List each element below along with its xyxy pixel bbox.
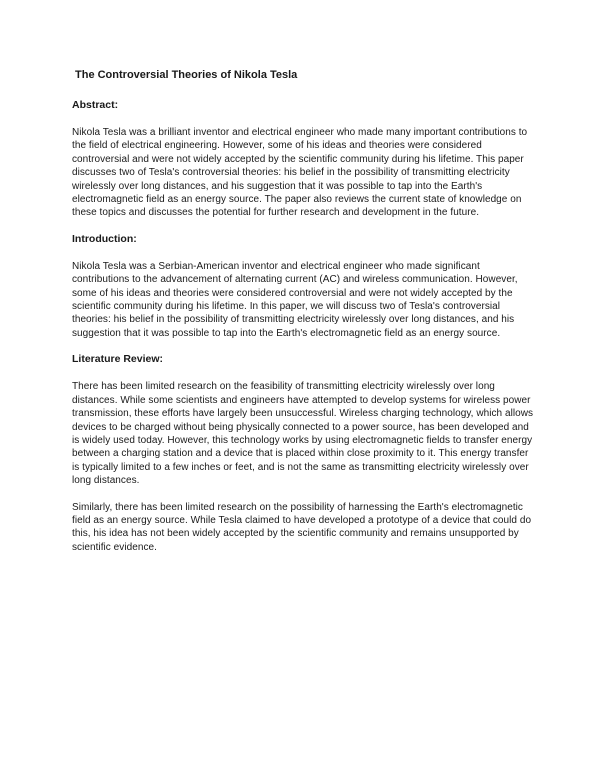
literature-review-heading: Literature Review: bbox=[72, 353, 164, 366]
literature-review-paragraph-1: There has been limited research on the feasibility of transmitting electricity wirelessly over long distances. While some scientists and engineers have attempted to develop systems for wireless power transmission, these efforts have largely been unsuccessful. Wireless charging technology, which allows devices to be charged without being physically connected to a power source, has been developed and is widely used today. However, this technology works by using electromagnetic fields to transfer energy between a charging station and a device that is placed within close proximity to it. This energy transfer is typically limited to a few inches or feet, and is not the same as transmitting electricity wirelessly over long distances. bbox=[72, 381, 534, 487]
document-page bbox=[72, 68, 534, 554]
abstract-paragraph: Nikola Tesla was a brilliant inventor and electrical engineer who made many important contributions to the field of electrical engineering. However, some of his ideas and theories were considered controversial and were not widely accepted by the scientific community during his lifetime. This paper discusses two of Tesla's controversial theories: his belief in the possibility of transmitting electricity wirelessly over long distances, and his suggestion that it was possible to tap into the Earth's electromagnetic field as an energy source. The paper also reviews the current state of knowledge on these topics and discusses the potential for further research and development in the future. bbox=[72, 127, 528, 219]
document-title: The Controversial Theories of Nikola Tesla bbox=[75, 69, 298, 81]
introduction-heading: Introduction: bbox=[72, 232, 137, 245]
abstract-heading: Abstract: bbox=[72, 99, 119, 111]
introduction-paragraph: Nikola Tesla was a Serbian-American inventor and electrical engineer who made significant contributions to the advancement of alternating current (AC) and wireless communication. However, some of his ideas and theories were considered controversial and were not widely accepted by the scientific community during his lifetime. In this paper, we will discuss two of Tesla's controversial theories: his belief in the possibility of transmitting electricity wirelessly over long distances, and his suggestion that it was possible to tap into the Earth's electromagnetic field as an energy source. bbox=[72, 260, 518, 339]
literature-review-paragraph-2: Similarly, there has been limited research on the possibility of harnessing the Earth's electromagnetic field as an energy source. While Tesla claimed to have developed a prototype of a device that could do this, his idea has not been widely accepted by the scientific community and remains unsupported by scientific evidence. bbox=[72, 501, 532, 553]
